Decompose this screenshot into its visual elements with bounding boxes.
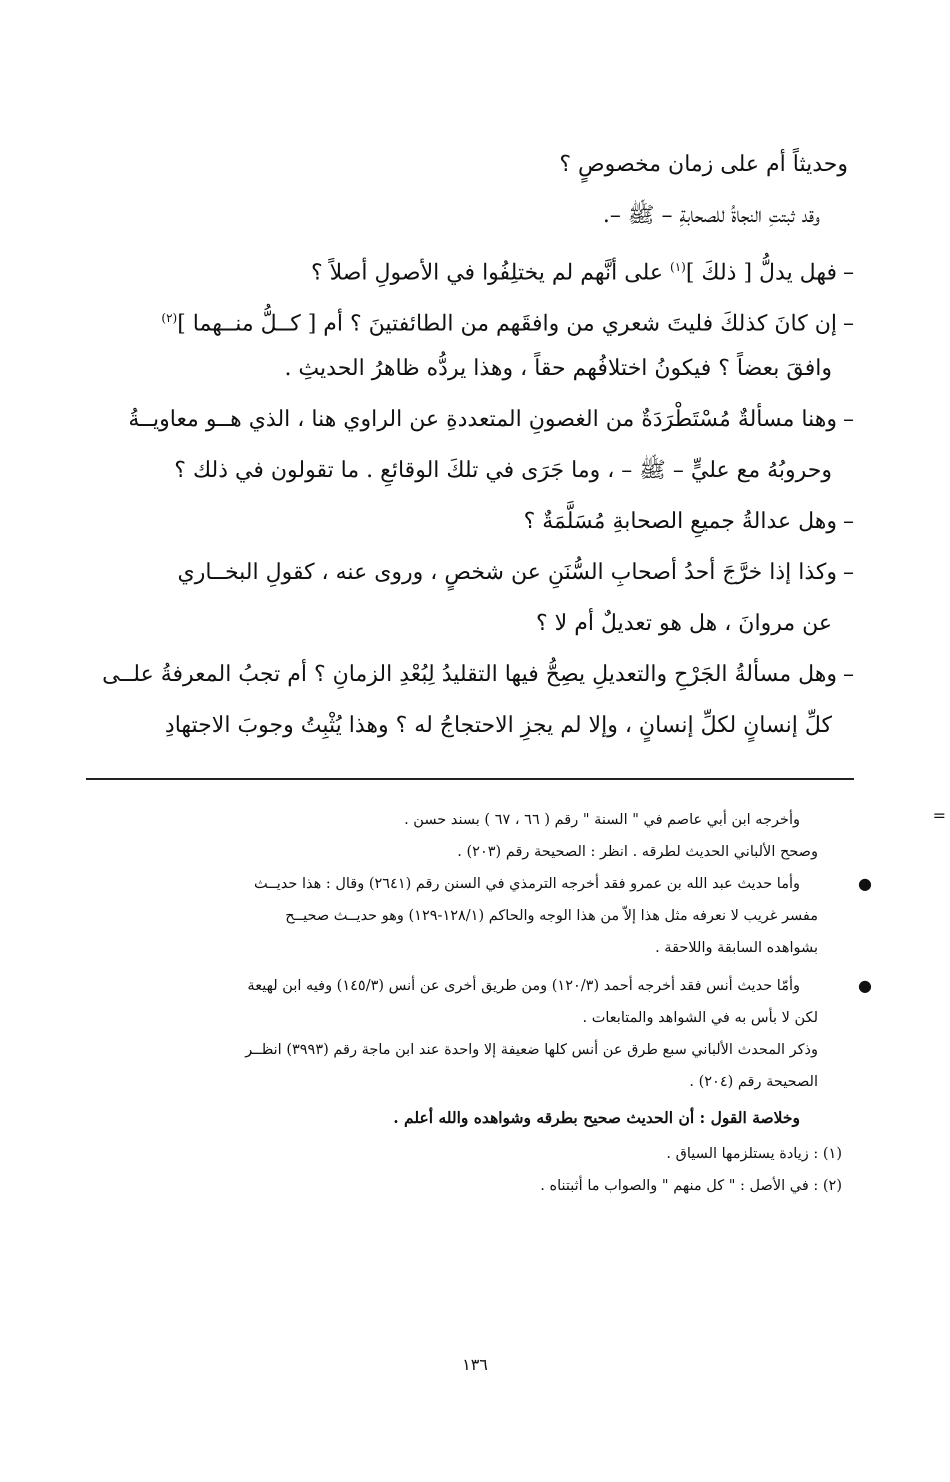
dash-bullet: – — [843, 260, 854, 286]
dash-bullet: – — [843, 311, 854, 337]
note-text: (٢) : في الأصل : " كل منهم " والصواب ما أثبتناه . — [540, 1178, 842, 1194]
footnote-2 — [86, 1170, 842, 1202]
main-line-11 — [84, 650, 854, 701]
note-line — [86, 900, 842, 932]
note-text: (١) : زيادة يستلزمها السياق . — [666, 1146, 842, 1162]
dash-bullet: – — [843, 662, 854, 687]
dash-bullet: – — [843, 509, 854, 534]
main-line-text: وهنا مسألةٌ مُسْتَطْرَدَةٌ من الغصونِ المتعددةِ عن الراوي هنا ، الذي هــو معاويــةُ — [128, 407, 837, 432]
note-line — [86, 970, 872, 1002]
note-text: الصحيحة رقم (٢٠٤) . — [689, 1074, 818, 1090]
main-line-12 — [84, 701, 854, 752]
footnote-divider — [86, 778, 854, 780]
main-line-2 — [84, 191, 854, 242]
note-line — [86, 1002, 842, 1034]
main-line-text: وهل مسألةُ الجَرْحِ والتعديلِ يصِحُّ فيها التقليدُ لِبُعْدِ الزمانِ ؟ أم تجبُ المعرفةُ علــى — [102, 662, 837, 687]
main-line-1 — [84, 140, 854, 191]
main-text — [84, 140, 854, 752]
note-text: مفسر غريب لا نعرفه مثل هذا إلاّ من هذا الوجه والحاكم (١٢٨/١-١٢٩) وهو حديــث صحيــح — [285, 908, 818, 924]
bullet-icon: ● — [858, 976, 872, 995]
page-number: ١٣٦ — [462, 1355, 488, 1374]
main-line-3 — [84, 242, 854, 293]
main-line-text: عن مروانَ ، هل هو تعديلٌ أم لا ؟ — [536, 611, 832, 636]
note-line — [86, 868, 872, 900]
summary-line — [86, 1102, 842, 1134]
note-line — [86, 1034, 842, 1066]
note-text: بشواهده السابقة واللاحقة . — [655, 940, 818, 956]
note-line — [86, 836, 842, 868]
main-line-9 — [84, 548, 854, 599]
main-line-5 — [84, 344, 854, 395]
note-line — [86, 804, 842, 836]
main-line-10 — [84, 599, 854, 650]
note-text: لكن لا بأس به في الشواهد والمتابعات . — [582, 1010, 818, 1026]
main-line-text: وحديثاً أم على زمان مخصوصٍ ؟ — [559, 152, 848, 177]
main-line-4 — [84, 293, 854, 344]
note-text: وذكر المحدث الألباني سبع طرق عن أنس كلها ضعيفة إلا واحدة عند ابن ماجة رقم (٣٩٩٣) انظــر — [245, 1042, 818, 1058]
note-text: وأما حديث عبد الله بن عمرو فقد أخرجه الترمذي في السنن رقم (٢٦٤١) وقال : هذا حديــث — [253, 876, 800, 892]
main-line-7 — [84, 446, 854, 497]
main-line-text: كلِّ إنسانٍ لكلِّ إنسانٍ ، وإلا لم يجزِ الاحتجاجُ له ؟ وهذا يُثْبِتُ وجوبَ الاجتهادِ — [164, 713, 832, 738]
note-line — [86, 932, 842, 964]
main-line-8 — [84, 497, 854, 548]
main-line-text: وهل عدالةُ جميعِ الصحابةِ مُسَلَّمَةٌ ؟ — [523, 509, 837, 534]
main-line-text: فهل يدلُّ [ ذلكَ ] — [685, 260, 837, 286]
note-text: وخلاصة القول : أن الحديث صحيح بطرقه وشواهده والله أعلم . — [393, 1108, 800, 1127]
note-line — [86, 1066, 842, 1098]
footnotes — [86, 804, 872, 1202]
note-text: وأمّا حديث أنس فقد أخرجه أحمد (١٢٠/٣) ومن طريق أخرى عن أنس (١٤٥/٣) وفيه ابن لهيعة — [247, 978, 800, 994]
bullet-icon: ● — [858, 874, 872, 893]
footnote-ref-2: (٢) — [161, 311, 178, 325]
main-line-text: وكذا إذا خرَّجَ أحدُ أصحابِ السُّنَنِ عن شخصٍ ، وروى عنه ، كقولِ البخــاري — [177, 560, 837, 585]
main-line-6 — [84, 395, 854, 446]
main-line-text: إن كانَ كذلكَ فليتَ شعري من وافقَهم من الطائفتينَ ؟ أم [ كــلُّ منــهما ] — [177, 311, 837, 337]
dash-bullet: – — [843, 560, 854, 585]
main-line-text: على أنَّهم لم يختلِفُوا في الأصولِ أصلاً ؟ — [310, 260, 664, 286]
footnote-1 — [86, 1138, 842, 1170]
note-text: وصحح الألباني الحديث لطرقه . انظر : الصحيحة رقم (٢٠٣) . — [457, 844, 818, 860]
dash-bullet: – — [843, 407, 854, 432]
continuation-mark: = — [932, 806, 946, 825]
main-line-text: وحروبُهُ مع عليٍّ – ﷺ – ، وما جَرَى في تلكَ الوقائعِ . ما تقولون في ذلك ؟ — [174, 458, 832, 483]
note-text: وأخرجه ابن أبي عاصم في " السنة " رقم ( ٦٦ ، ٦٧ ) بسند حسن . — [404, 812, 800, 828]
main-line-text: وافقَ بعضاً ؟ فيكونُ اختلافُهم حقاً ، وهذا يردُّه ظاهرُ الحديثِ . — [284, 356, 832, 381]
footnote-ref-1: (١) — [670, 260, 686, 274]
main-line-text: وقد ثبتتِ النجاةُ للصحابةِ – ﷺ –. — [602, 203, 820, 228]
